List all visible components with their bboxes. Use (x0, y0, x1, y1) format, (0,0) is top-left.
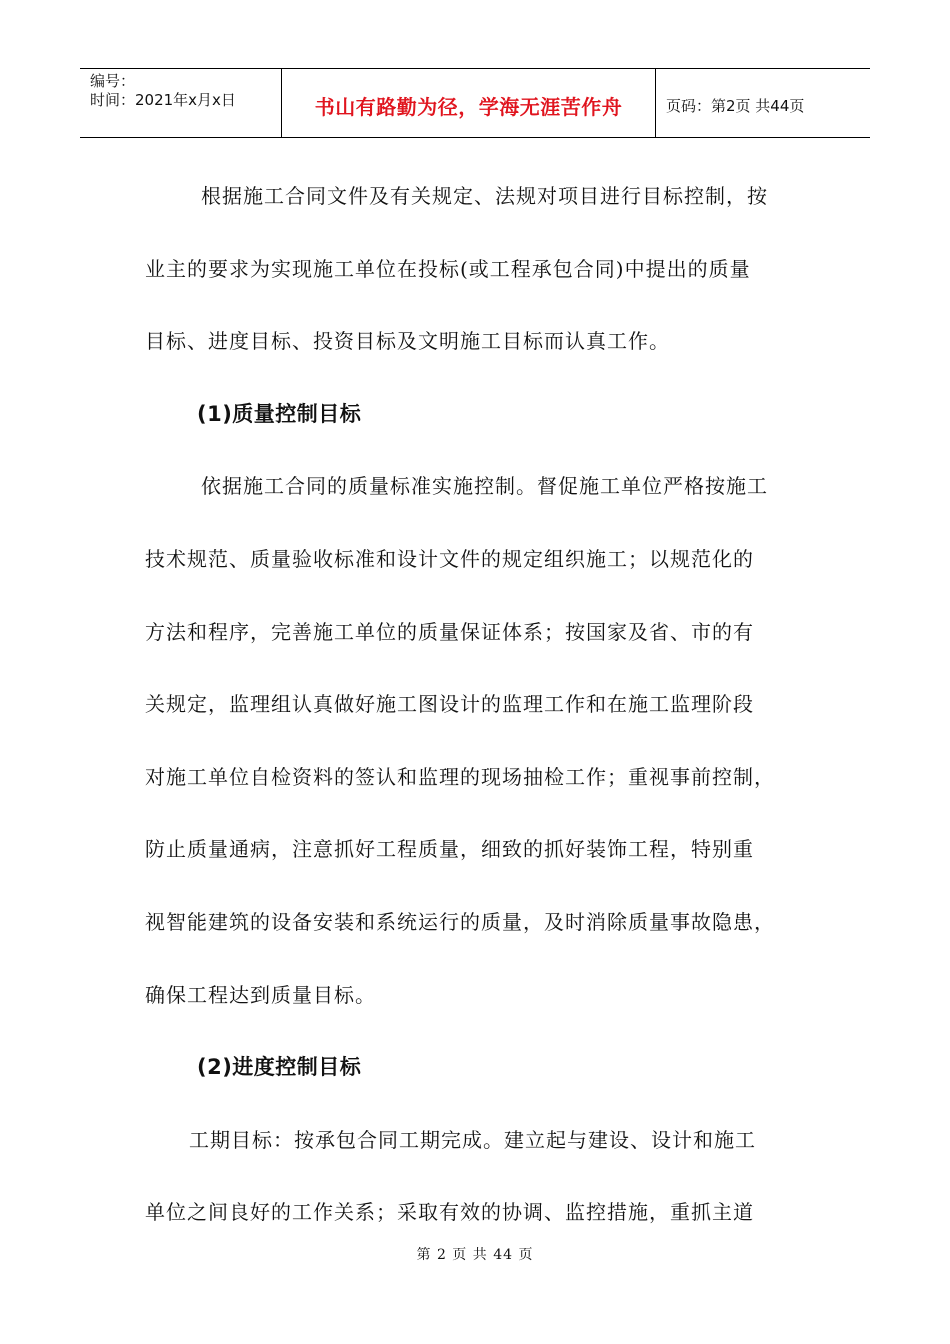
header-motto-cell (282, 69, 656, 137)
header-page-code: 页码：第2页 共44页 (666, 96, 805, 115)
section-heading-quality: (1)质量控制目标 (197, 401, 362, 426)
header-motto: 书山有路勤为径，学海无涯苦作舟 (314, 94, 623, 119)
text-line: 对施工单位自检资料的签认和监理的现场抽检工作；重视事前控制， (145, 764, 775, 789)
text-line: 依据施工合同的质量标准实施控制。督促施工单位严格按施工 (201, 474, 768, 499)
text-line: 单位之间良好的工作关系；采取有效的协调、监控措施，重抓主道 (145, 1200, 754, 1225)
paragraph-quality (145, 450, 810, 1031)
text-line: 根据施工合同文件及有关规定、法规对项目进行目标控制，按 (201, 184, 768, 208)
text-line: 方法和程序，完善施工单位的质量保证体系；按国家及省、市的有 (145, 619, 754, 644)
document-number-label: 编号： (90, 72, 136, 90)
paragraph-intro (145, 160, 810, 378)
text-line: 视智能建筑的设备安装和系统运行的质量，及时消除质量事故隐患， (145, 909, 775, 934)
text-line: 工期目标：按承包合同工期完成。建立起与建设、设计和施工 (189, 1127, 756, 1152)
document-body (145, 160, 810, 1249)
document-time-label: 时间：2021年x月x日 (90, 91, 236, 109)
text-line: 业主的要求为实现施工单位在投标(或工程承包合同)中提出的质量 (145, 256, 751, 281)
page-footer: 第 2 页 共 44 页 (416, 1247, 534, 1263)
text-line: 关规定，监理组认真做好施工图设计的监理工作和在施工监理阶段 (145, 692, 754, 717)
paragraph-schedule (145, 1104, 810, 1249)
header-meta-cell (80, 69, 282, 137)
header-page-cell (656, 69, 870, 137)
text-line: 确保工程达到质量目标。 (145, 982, 376, 1007)
text-line: 防止质量通病，注意抓好工程质量，细致的抓好装饰工程，特别重 (145, 837, 754, 862)
section-heading-schedule: (2)进度控制目标 (197, 1055, 362, 1080)
page-header (80, 68, 870, 138)
text-line: 技术规范、质量验收标准和设计文件的规定组织施工；以规范化的 (145, 546, 754, 571)
text-line: 目标、进度目标、投资目标及文明施工目标而认真工作。 (145, 329, 670, 354)
